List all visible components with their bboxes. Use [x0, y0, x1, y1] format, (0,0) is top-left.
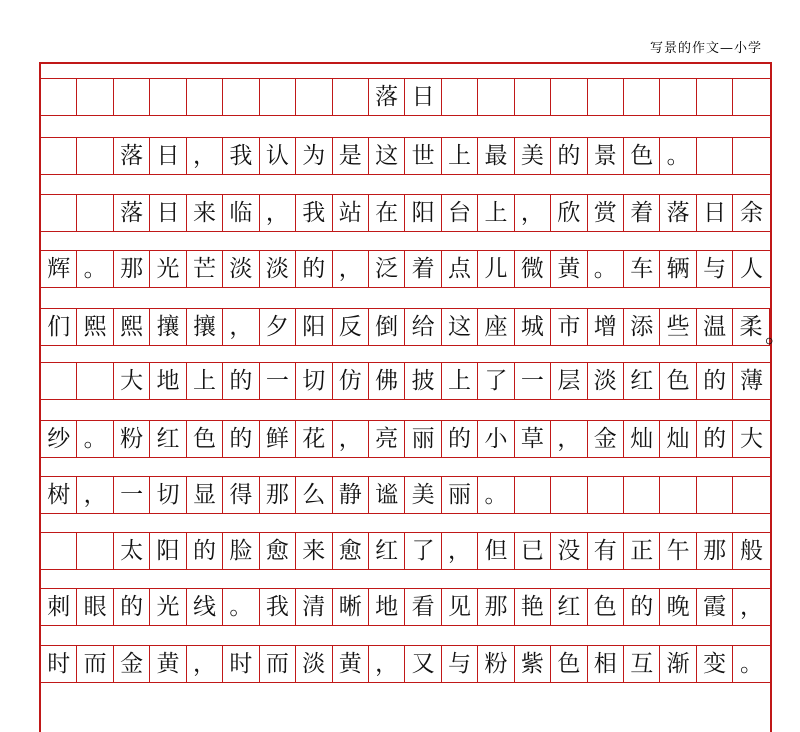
grid-cell: 愈	[260, 532, 296, 570]
grid-cell: 太	[114, 532, 150, 570]
grid-cell: 微	[515, 250, 551, 288]
grid-cell: ，	[733, 588, 769, 626]
grid-cell: 没	[551, 532, 587, 570]
grid-cell: ，	[515, 194, 551, 232]
grid-cell: 粉	[114, 420, 150, 458]
grid-cell: 但	[478, 532, 514, 570]
grid-cell	[223, 78, 259, 116]
grid-cell: 看	[405, 588, 441, 626]
grid-row	[41, 645, 770, 683]
grid-cell: 紫	[515, 645, 551, 683]
grid-cell: 座	[478, 308, 514, 346]
grid-cell: 草	[515, 420, 551, 458]
grid-cell: 夕	[260, 308, 296, 346]
grid-cell: 见	[442, 588, 478, 626]
grid-cell: 谧	[369, 476, 405, 514]
grid-cell: 一	[260, 362, 296, 400]
grid-cell: 的	[296, 250, 332, 288]
grid-cell: 落	[660, 194, 696, 232]
grid-cell: 红	[150, 420, 186, 458]
grid-cell: 最	[478, 137, 514, 175]
grid-cell: 色	[588, 588, 624, 626]
grid-cell: 而	[77, 645, 113, 683]
grid-cell: 丽	[405, 420, 441, 458]
grid-cell: 色	[660, 362, 696, 400]
grid-cell	[442, 78, 478, 116]
grid-cell: 日	[405, 78, 441, 116]
grid-cell: 花	[296, 420, 332, 458]
grid-cell	[41, 78, 77, 116]
grid-cell: 在	[369, 194, 405, 232]
grid-cell: 切	[296, 362, 332, 400]
grid-cell: 丽	[442, 476, 478, 514]
grid-cell	[114, 78, 150, 116]
grid-cell: 大	[114, 362, 150, 400]
grid-cell: 世	[405, 137, 441, 175]
grid-cell: 着	[624, 194, 660, 232]
grid-row	[41, 532, 770, 570]
grid-cell: 些	[660, 308, 696, 346]
grid-cell: 有	[588, 532, 624, 570]
grid-cell: 的	[442, 420, 478, 458]
grid-cell	[697, 78, 733, 116]
grid-cell: 泛	[369, 250, 405, 288]
grid-cell: 增	[588, 308, 624, 346]
grid-cell: 日	[150, 137, 186, 175]
grid-cell: 时	[223, 645, 259, 683]
grid-cell: 的	[697, 362, 733, 400]
grid-cell: 霞	[697, 588, 733, 626]
grid-cell: 树	[41, 476, 77, 514]
grid-cell	[296, 78, 332, 116]
grid-cell	[588, 78, 624, 116]
grid-cell	[260, 78, 296, 116]
grid-cell: 熙	[77, 308, 113, 346]
grid-cell: 色	[624, 137, 660, 175]
grid-cell: 渐	[660, 645, 696, 683]
grid-cell: 红	[624, 362, 660, 400]
grid-cell: 已	[515, 532, 551, 570]
grid-cell: 攘	[150, 308, 186, 346]
grid-cell: 金	[114, 645, 150, 683]
grid-cell: 了	[478, 362, 514, 400]
grid-cell: ，	[333, 250, 369, 288]
grid-cell: 美	[515, 137, 551, 175]
grid-cell: 淡	[588, 362, 624, 400]
grid-cell: 。	[77, 420, 113, 458]
grid-cell: 显	[187, 476, 223, 514]
grid-cell: 车	[624, 250, 660, 288]
grid-cell: 相	[588, 645, 624, 683]
grid-cell: 辉	[41, 250, 77, 288]
grid-cell: 地	[150, 362, 186, 400]
grid-cell	[733, 78, 769, 116]
grid-cell: 辆	[660, 250, 696, 288]
grid-cell: 为	[296, 137, 332, 175]
grid-cell: 得	[223, 476, 259, 514]
grid-cell: 儿	[478, 250, 514, 288]
grid-cell: 。	[733, 645, 769, 683]
grid-cell: 互	[624, 645, 660, 683]
grid-cell: 落	[114, 194, 150, 232]
grid-cell: 光	[150, 588, 186, 626]
grid-cell: 城	[515, 308, 551, 346]
grid-cell	[515, 78, 551, 116]
grid-cell: 晚	[660, 588, 696, 626]
grid-cell	[660, 78, 696, 116]
grid-cell: 。	[77, 250, 113, 288]
grid-cell	[733, 137, 769, 175]
grid-cell: 小	[478, 420, 514, 458]
grid-row	[41, 250, 770, 288]
grid-cell	[77, 78, 113, 116]
grid-cell: 晰	[333, 588, 369, 626]
grid-cell: 那	[260, 476, 296, 514]
grid-cell: 这	[369, 137, 405, 175]
grid-cell: ，	[187, 137, 223, 175]
grid-paper	[39, 62, 788, 732]
grid-cell: 么	[296, 476, 332, 514]
grid-cell: 线	[187, 588, 223, 626]
grid-cell: 。	[660, 137, 696, 175]
grid-cell: 人	[733, 250, 769, 288]
grid-row	[41, 78, 770, 116]
grid-cell: 倒	[369, 308, 405, 346]
grid-cell: 仿	[333, 362, 369, 400]
grid-cell: 佛	[369, 362, 405, 400]
grid-cell: 反	[333, 308, 369, 346]
grid-cell: 美	[405, 476, 441, 514]
grid-cell	[41, 137, 77, 175]
grid-cell	[733, 476, 769, 514]
grid-cell: 我	[296, 194, 332, 232]
grid-cell: 这	[442, 308, 478, 346]
grid-cell: 台	[442, 194, 478, 232]
grid-cell	[660, 476, 696, 514]
grid-row	[41, 588, 770, 626]
grid-cell	[187, 78, 223, 116]
grid-cell: ，	[223, 308, 259, 346]
grid-cell: 层	[551, 362, 587, 400]
grid-cell: 。	[223, 588, 259, 626]
grid-cell: 静	[333, 476, 369, 514]
grid-cell: 薄	[733, 362, 769, 400]
grid-cell: 我	[260, 588, 296, 626]
overflow-punctuation: 。	[765, 322, 788, 348]
grid-cell: 时	[41, 645, 77, 683]
grid-cell: 色	[551, 645, 587, 683]
grid-cell	[624, 476, 660, 514]
grid-cell: 色	[187, 420, 223, 458]
grid-cell: 纱	[41, 420, 77, 458]
grid-cell: 站	[333, 194, 369, 232]
grid-cell: 温	[697, 308, 733, 346]
grid-cell: 给	[405, 308, 441, 346]
grid-cell: 的	[697, 420, 733, 458]
grid-row	[41, 476, 770, 514]
grid-cell: 的	[551, 137, 587, 175]
grid-cell: 阳	[296, 308, 332, 346]
grid-cell: 眼	[77, 588, 113, 626]
grid-cell: ，	[551, 420, 587, 458]
grid-cell: 愈	[333, 532, 369, 570]
grid-cell	[697, 137, 733, 175]
grid-cell: 。	[588, 250, 624, 288]
grid-cell	[624, 78, 660, 116]
grid-cell	[150, 78, 186, 116]
grid-cell	[41, 194, 77, 232]
grid-cell: 黄	[551, 250, 587, 288]
grid-cell: 柔	[733, 308, 769, 346]
grid-cell: 午	[660, 532, 696, 570]
grid-cell: 脸	[223, 532, 259, 570]
grid-cell: 们	[41, 308, 77, 346]
grid-cell: 是	[333, 137, 369, 175]
page-header: 写景的作文—小学	[649, 41, 762, 56]
grid-cell: 艳	[515, 588, 551, 626]
grid-cell: 的	[223, 362, 259, 400]
grid-cell	[478, 78, 514, 116]
grid-cell	[333, 78, 369, 116]
grid-cell: 赏	[588, 194, 624, 232]
grid-cell: 与	[697, 250, 733, 288]
grid-cell: ，	[369, 645, 405, 683]
grid-cell: 那	[697, 532, 733, 570]
grid-cell: ，	[333, 420, 369, 458]
grid-cell: 的	[624, 588, 660, 626]
grid-row	[41, 194, 770, 232]
grid-cell: 一	[515, 362, 551, 400]
grid-cell: 一	[114, 476, 150, 514]
grid-cell	[41, 362, 77, 400]
grid-cell: 临	[223, 194, 259, 232]
grid-cell: 粉	[478, 645, 514, 683]
grid-cell: 正	[624, 532, 660, 570]
grid-cell: 芒	[187, 250, 223, 288]
grid-cell: 金	[588, 420, 624, 458]
grid-cell: 认	[260, 137, 296, 175]
grid-cell: 来	[296, 532, 332, 570]
grid-cell	[551, 78, 587, 116]
grid-cell: 的	[187, 532, 223, 570]
grid-cell: 落	[114, 137, 150, 175]
grid-cell	[77, 362, 113, 400]
grid-cell: 刺	[41, 588, 77, 626]
grid-cell: 那	[478, 588, 514, 626]
grid-cell: 。	[478, 476, 514, 514]
grid-cell: 熙	[114, 308, 150, 346]
grid-cell	[77, 532, 113, 570]
grid-cell: 阳	[405, 194, 441, 232]
grid-cell: 红	[551, 588, 587, 626]
grid-cell: 日	[150, 194, 186, 232]
grid-cell: 大	[733, 420, 769, 458]
grid-cell	[515, 476, 551, 514]
grid-cell: 淡	[296, 645, 332, 683]
grid-cell: 上	[478, 194, 514, 232]
grid-cell: 欣	[551, 194, 587, 232]
grid-cell: 光	[150, 250, 186, 288]
grid-cell	[77, 137, 113, 175]
grid-cell: 景	[588, 137, 624, 175]
grid-cell: 来	[187, 194, 223, 232]
grid-cell: 般	[733, 532, 769, 570]
grid-cell: 灿	[660, 420, 696, 458]
grid-cell: 切	[150, 476, 186, 514]
grid-row	[41, 420, 770, 458]
grid-cell: 清	[296, 588, 332, 626]
grid-row	[41, 137, 770, 175]
grid-cell: 地	[369, 588, 405, 626]
grid-cell: 黄	[150, 645, 186, 683]
grid-cell: ，	[260, 194, 296, 232]
grid-cell: ，	[77, 476, 113, 514]
grid-cell: 添	[624, 308, 660, 346]
grid-row	[41, 362, 770, 400]
grid-cell	[41, 532, 77, 570]
grid-cell: 灿	[624, 420, 660, 458]
grid-cell: 红	[369, 532, 405, 570]
grid-cell: ，	[442, 532, 478, 570]
grid-cell: 我	[223, 137, 259, 175]
grid-cell: 阳	[150, 532, 186, 570]
grid-cell: 落	[369, 78, 405, 116]
grid-cell: 日	[697, 194, 733, 232]
grid-cell: 而	[260, 645, 296, 683]
grid-cell: 着	[405, 250, 441, 288]
grid-cell	[551, 476, 587, 514]
grid-cell: 上	[442, 362, 478, 400]
grid-cell: 上	[187, 362, 223, 400]
grid-cell: 上	[442, 137, 478, 175]
grid-cell: 的	[223, 420, 259, 458]
grid-cell: 又	[405, 645, 441, 683]
grid-cell: 了	[405, 532, 441, 570]
grid-cell	[588, 476, 624, 514]
grid-cell: 那	[114, 250, 150, 288]
grid-cell: 黄	[333, 645, 369, 683]
grid-cell: 淡	[223, 250, 259, 288]
grid-cell: 披	[405, 362, 441, 400]
grid-cell: 攘	[187, 308, 223, 346]
grid-cell: 鲜	[260, 420, 296, 458]
grid-cell: 淡	[260, 250, 296, 288]
grid-cell: 点	[442, 250, 478, 288]
grid-row	[41, 308, 788, 348]
grid-cell: 的	[114, 588, 150, 626]
grid-cell	[77, 194, 113, 232]
grid-cell: 市	[551, 308, 587, 346]
grid-cell	[697, 476, 733, 514]
grid-cell: 与	[442, 645, 478, 683]
grid-cell: 余	[733, 194, 769, 232]
grid-cell: 亮	[369, 420, 405, 458]
grid-cell: ，	[187, 645, 223, 683]
grid-cell: 变	[697, 645, 733, 683]
